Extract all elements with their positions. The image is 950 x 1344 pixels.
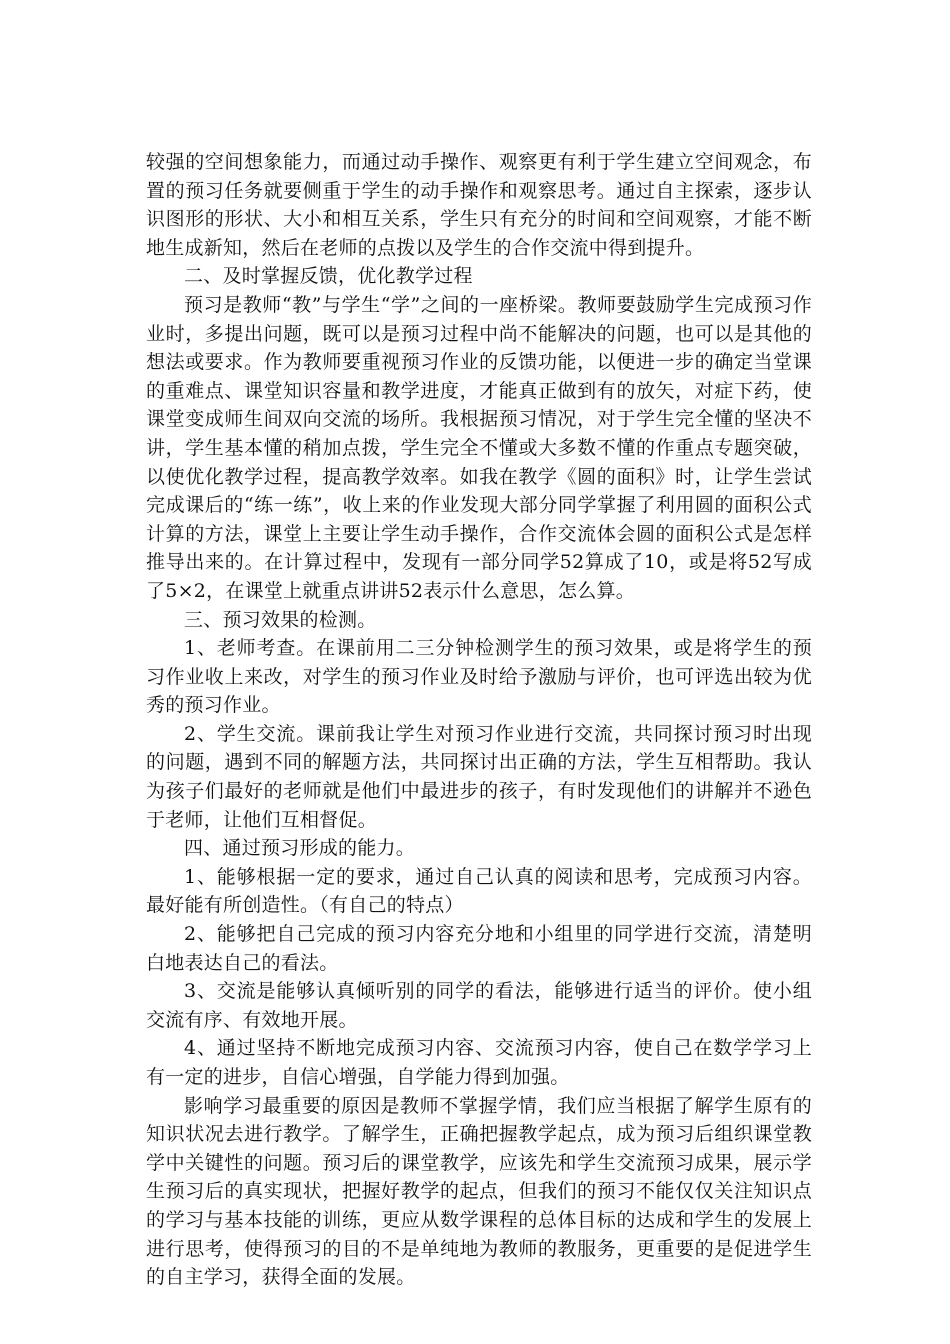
- section-heading-2: 二、及时掌握反馈，优化教学过程: [184, 265, 473, 288]
- list-item-ability-1: 1、能够根据一定的要求，通过自己认真的阅读和思考，完成预习内容。最好能有所创造性。（有自己的特点）: [146, 865, 812, 917]
- list-item-student-exchange: 2、学生交流。课前我让学生对预习作业进行交流，共同探讨预习时出现的问题，遇到不同的解题方法，共同探讨出正确的方法，学生互相帮助。我认为孩子们最好的老师就是他们中最进步的孩子，有时发现他们的讲解并不逊色于老师，让他们互相督促。: [146, 722, 812, 831]
- list-item-ability-2: 2、能够把自己完成的预习内容充分地和小组里的同学进行交流，清楚明白地表达自己的看法。: [146, 923, 812, 974]
- list-item-teacher-check: 1、老师考查。在课前用二三分钟检测学生的预习效果，或是将学生的预习作业收上来改，对学生的预习作业及时给予激励与评价，也可评选出较为优秀的预习作业。: [146, 637, 812, 717]
- paragraph-continuation: 较强的空间想象能力，而通过动手操作、观察更有利于学生建立空间观念，布置的预习任务就要侧重于学生的动手操作和观察思考。通过自主探索，逐步认识图形的形状、大小和相互关系，学生只有充分的时间和空间观察，才能不断地生成新知，然后在老师的点拨以及学生的合作交流中得到提升。: [146, 151, 812, 259]
- section-heading-3: 三、预习效果的检测。: [184, 608, 377, 631]
- paragraph-feedback: 预习是教师“教”与学生“学”之间的一座桥梁。教师要鼓励学生完成预习作业时，多提出问题，既可以是预习过程中尚不能解决的问题，也可以是其他的想法或要求。作为教师要重视预习作业的反馈功能，以便进一步的确定当堂课的重难点、课堂知识容量和教学进度，才能真正做到有的放矢，对症下药，使课堂变成师生间双向交流的场所。我根据预习情况，对于学生完全懂的坚决不讲，学生基本懂的稍加点拨，学生完全不懂或大多数不懂的作重点专题突破，以使优化教学过程，提高教学效率。如我在教学《圆的面积》时，让学生尝试完成课后的“练一练”，收上来的作业发现大部分同学掌握了利用圆的面积公式计算的方法，课堂上主要让学生动手操作，合作交流体会圆的面积公式是怎样推导出来的。在计算过程中，发现有一部分同学52算成了10，或是将52写成了5×2，在课堂上就重点讲讲52表示什么意思，怎么算。: [146, 293, 812, 602]
- list-item-ability-4: 4、通过坚持不断地完成预习内容、交流预习内容，使自己在数学学习上有一定的进步，自信心增强，自学能力得到加强。: [146, 1037, 812, 1088]
- document-body: [146, 148, 812, 1292]
- paragraph-conclusion: 影响学习最重要的原因是教师不掌握学情，我们应当根据了解学生原有的知识状况去进行教学。了解学生，正确把握教学起点，成为预习后组织课堂教学中关键性的问题。预习后的课堂教学，应该先和学生交流预习成果，展示学生预习后的真实现状，把握好教学的起点，但我们的预习不能仅仅关注知识点的学习与基本技能的训练，更应从数学课程的总体目标的达成和学生的发展上进行思考，使得预习的目的不是单纯地为教师的教服务，更重要的是促进学生的自主学习，获得全面的发展。: [146, 1094, 812, 1289]
- list-item-ability-3: 3、交流是能够认真倾听别的同学的看法，能够进行适当的评价。使小组交流有序、有效地开展。: [146, 980, 812, 1031]
- section-heading-4: 四、通过预习形成的能力。: [184, 837, 416, 860]
